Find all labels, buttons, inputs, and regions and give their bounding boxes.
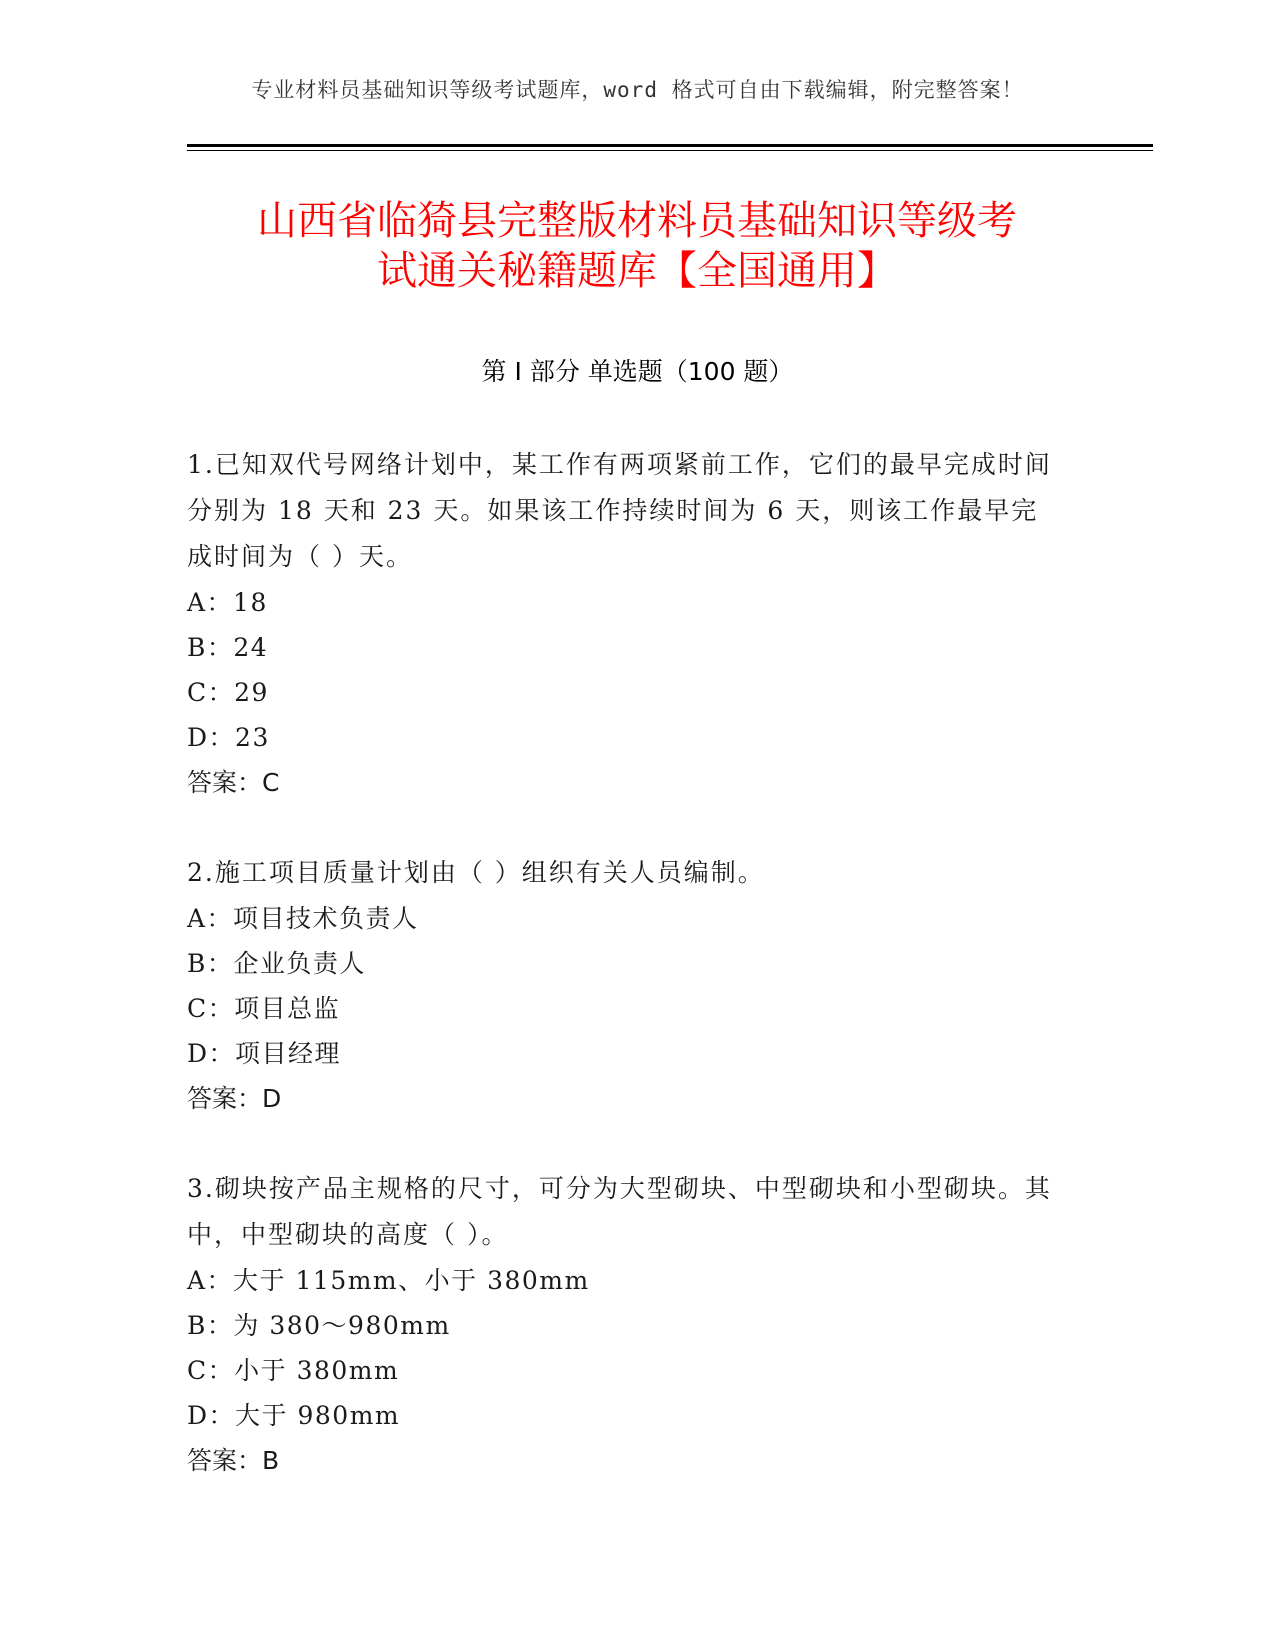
option-a: A：18 xyxy=(187,588,268,617)
header-divider-thin xyxy=(187,150,1153,151)
option-d: D：23 xyxy=(187,723,270,752)
option-a: A：项目技术负责人 xyxy=(187,904,419,933)
option-c: C：项目总监 xyxy=(187,994,341,1023)
option-b: B：24 xyxy=(187,633,269,662)
question-stem: 1.已知双代号网络计划中，某工作有两项紧前工作，它们的最早完成时间分别为 18 天和 23 天。如果该工作持续时间为 6 天，则该工作最早完成时间为（ ）天。 xyxy=(187,450,1052,571)
document-title-line-2: 试通关秘籍题库【全国通用】 xyxy=(377,248,897,294)
document-title-line-1: 山西省临猗县完整版材料员基础知识等级考 xyxy=(257,198,1017,244)
question-1 xyxy=(187,442,1057,805)
answer: 答案：C xyxy=(187,768,280,797)
document-title xyxy=(187,196,1087,296)
header-note: 专业材料员基础知识等级考试题库，word 格式可自由下载编辑，附完整答案！ xyxy=(251,78,1024,102)
option-d: D：大于 980mm xyxy=(187,1401,401,1430)
question-list xyxy=(187,442,1057,1528)
header-divider-thick xyxy=(187,144,1153,147)
answer: 答案：B xyxy=(187,1446,280,1475)
option-b: B：企业负责人 xyxy=(187,949,366,978)
option-a: A：大于 115mm、小于 380mm xyxy=(187,1266,590,1295)
option-b: B：为 380～980mm xyxy=(187,1311,451,1340)
section-title: 第 I 部分 单选题（100 题） xyxy=(481,357,794,386)
option-c: C：小于 380mm xyxy=(187,1356,400,1385)
question-3 xyxy=(187,1166,1057,1483)
question-stem: 3.砌块按产品主规格的尺寸，可分为大型砌块、中型砌块和小型砌块。其中，中型砌块的高度（ ）。 xyxy=(187,1174,1052,1249)
option-d: D：项目经理 xyxy=(187,1039,342,1068)
question-stem: 2.施工项目质量计划由（ ）组织有关人员编制。 xyxy=(187,858,765,887)
option-c: C：29 xyxy=(187,678,269,707)
question-2 xyxy=(187,850,1057,1121)
answer: 答案：D xyxy=(187,1084,282,1113)
